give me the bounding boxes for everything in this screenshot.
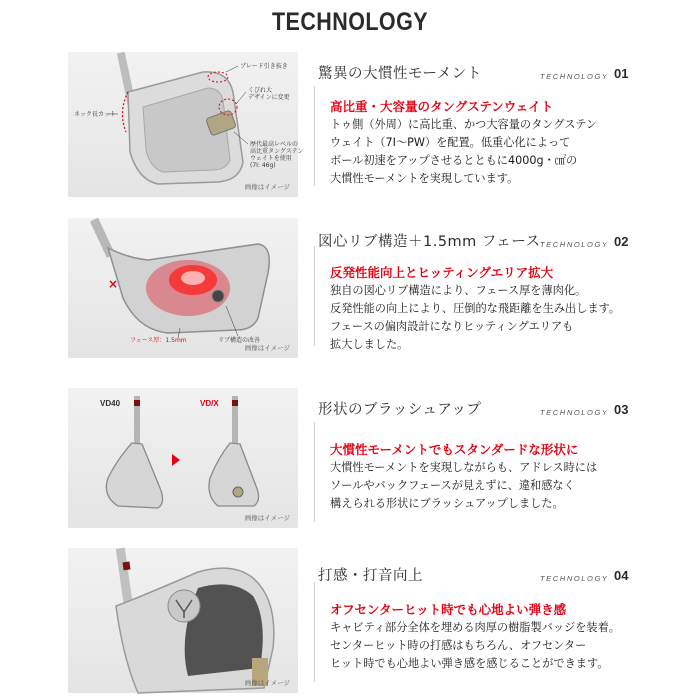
feature-subtitle: オフセンターヒット時でも心地よい弾き感 [330, 602, 567, 617]
technology-label: TECHNOLOGY [540, 408, 609, 417]
technology-section-01 [0, 52, 700, 191]
x-mark-icon: × [108, 277, 119, 291]
label-vd40: VD40 [100, 399, 121, 408]
section-divider [314, 422, 315, 522]
image-note: 画像はイメージ [244, 679, 290, 687]
section-divider [314, 86, 315, 186]
feature-subtitle: 大慣性モーメントでもスタンダードな形状に [330, 442, 579, 457]
feature-title: 形状のブラッシュアップ [318, 402, 482, 418]
technology-label: TECHNOLOGY [540, 72, 609, 81]
label-vdx: VD/X [200, 399, 219, 408]
page-title: TECHNOLOGY [271, 8, 429, 36]
feature-subtitle: 高比重・大容量のタングステンウェイト [330, 99, 554, 114]
callout-rib: リブ構造の改善 [218, 337, 261, 344]
tungsten-weight-image [68, 52, 304, 197]
callout-neck: ネック長カット [74, 111, 116, 118]
callout-tungsten: 歴代最高レベルの高比重タングステンウェイトを使用(7I: 46g) [250, 141, 304, 169]
technology-label: TECHNOLOGY [540, 574, 609, 583]
image-note: 画像はイメージ [244, 183, 290, 191]
section-divider [314, 582, 315, 682]
callout-kubire: くびれ大デザインに変更 [248, 87, 290, 101]
feature-subtitle: 反発性能向上とヒッティングエリア拡大 [330, 265, 554, 280]
image-note: 画像はイメージ [244, 514, 290, 522]
feature-body: 独自の図心リブ構造により、フェース厚を薄肉化。 反発性能の向上により、圧倒的な飛距離を生み出します。 フェースの偏肉設計になりヒッティングエリアも 拡大しました。 [330, 284, 620, 351]
technology-number: 01 [614, 66, 629, 81]
arrow-right-icon [172, 454, 180, 466]
feature-body: トゥ側（外周）に高比重、かつ大容量のタングステン ウェイト（7I〜PW）を配置。低重心化によって ボール初速をアップさせるとともに4000g・㎠の 大慣性モーメントを実現しています。 [330, 118, 598, 185]
technology-section-02 [0, 218, 700, 358]
technology-label: TECHNOLOGY [540, 240, 609, 249]
technology-section-04 [0, 548, 700, 688]
callout-blade: ブレード引き抜き [240, 63, 288, 70]
technology-number: 02 [614, 234, 629, 249]
shape-comparison-image [68, 388, 298, 528]
section-divider [314, 246, 315, 346]
feature-body: 大慣性モーメントを実現しながらも、アドレス時には ソールやバックフェースが見えずに、違和感なく 構えられる形状にブラッシュアップしました。 [330, 461, 598, 510]
rib-structure-image [68, 218, 298, 358]
feature-title: 打感・打音向上 [318, 568, 423, 584]
technology-section-03 [0, 388, 700, 528]
feature-body: キャビティ部分全体を埋める肉厚の樹脂製バッジを装着。 センターヒット時の打感はもちろん、オフセンター ヒット時でも心地よい弾き感を感じることができます。 [330, 621, 620, 670]
feature-title: 図心リブ構造＋1.5mm フェース [318, 234, 541, 250]
cavity-badge-image [68, 548, 298, 693]
image-note: 画像はイメージ [244, 344, 290, 352]
feature-title: 驚異の大慣性モーメント [318, 66, 482, 82]
technology-number: 04 [614, 568, 629, 583]
technology-number: 03 [614, 402, 629, 417]
callout-face-thickness: フェース厚：1.5mm [130, 337, 187, 344]
